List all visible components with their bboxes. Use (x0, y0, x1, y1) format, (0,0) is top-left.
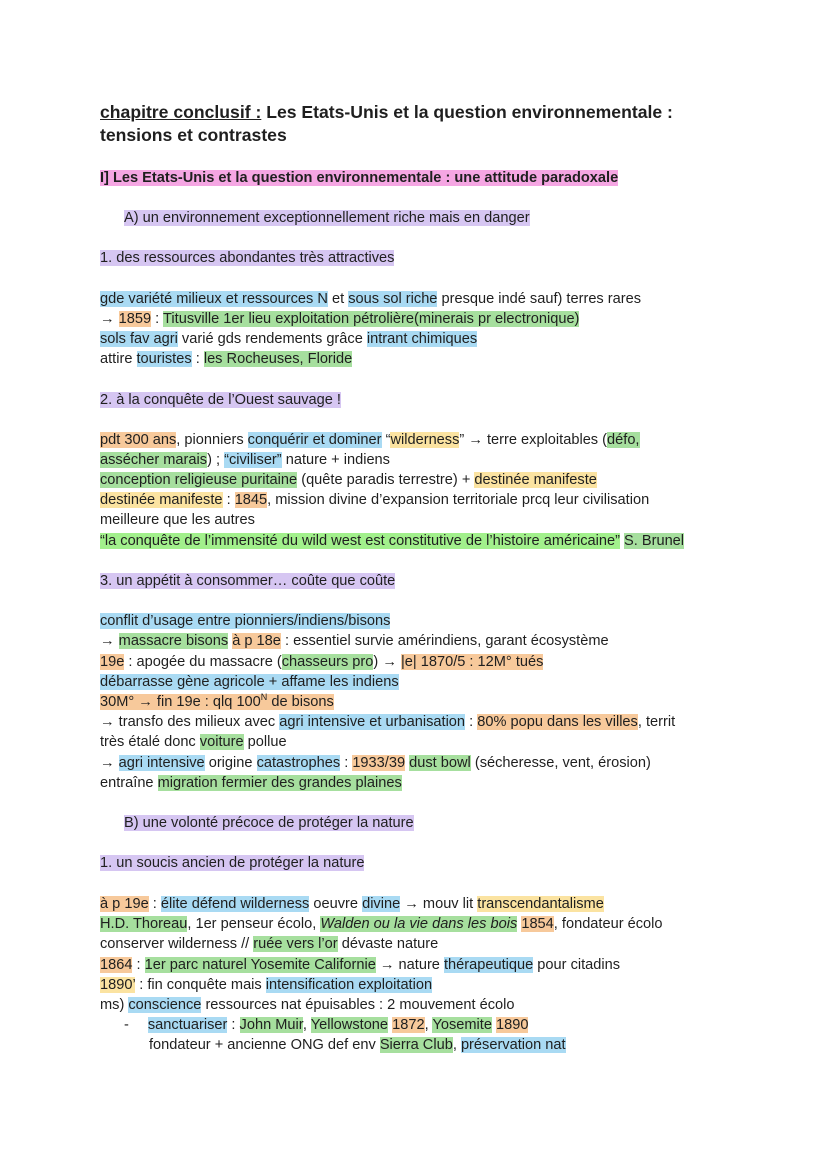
bullet-continuation: fondateur + ancienne ONG def env Sierra Club, préservation nat (149, 1037, 566, 1053)
text-line: entraîne migration fermier des grandes plaines (100, 775, 402, 791)
text-line: 1864 : 1er parc naturel Yosemite Californie → nature thérapeutique pour citadins (100, 957, 621, 973)
text-line: très étalé donc voiture pollue (100, 734, 287, 750)
section-heading-b: B) une volonté précoce de protéger la nature (124, 815, 414, 831)
text-line: 1890’ : fin conquête mais intensification exploitation (100, 977, 433, 993)
part-heading: I] Les Etats-Unis et la question environnementale : une attitude paradoxale (100, 170, 619, 186)
subsection-heading-4: 1. un soucis ancien de protéger la nature (100, 855, 365, 871)
text-line: ms) conscience ressources nat épuisables : 2 mouvement écolo (100, 997, 515, 1013)
text-line: gde variété milieux et ressources N et sous sol riche presque indé sauf) terres rares (100, 291, 642, 307)
quote-line: “la conquête de l’immensité du wild west est constitutive de l’histoire américaine” S. Brunel (100, 533, 685, 549)
text-line: conflit d’usage entre pionniers/indiens/bisons (100, 613, 391, 629)
text-line: → transfo des milieux avec agri intensive et urbanisation : 80% popu dans les villes, territ (100, 714, 676, 730)
text-line: débarrasse gène agricole + affame les indiens (100, 674, 399, 690)
text-line: 19e : apogée du massacre (chasseurs pro) → |e| 1870/5 : 12M° tués (100, 654, 544, 670)
text-line: à p 19e : élite défend wilderness oeuvre divine → mouv lit transcendantalisme (100, 896, 604, 912)
text-line: → massacre bisons à p 18e : essentiel survie amérindiens, garant écosystème (100, 633, 609, 649)
bullet-line: - sanctuariser : John Muir, Yellowstone 1872, Yosemite 1890 (124, 1017, 529, 1033)
subsection-heading-2: 2. à la conquête de l’Ouest sauvage ! (100, 392, 341, 408)
chapter-title-line-2: tensions et contrastes (100, 125, 287, 145)
text-line: conception religieuse puritaine (quête paradis terrestre) + destinée manifeste (100, 472, 597, 488)
bullet-dash: - (124, 1017, 129, 1033)
chapter-title-line-1: chapitre conclusif : Les Etats-Unis et la question environnementale : (100, 102, 673, 122)
text-line: destinée manifeste : 1845, mission divine d’expansion territoriale prcq leur civilisation (100, 492, 650, 508)
subsection-heading-3: 3. un appétit à consommer… coûte que coûte (100, 573, 396, 589)
text-line: conserver wilderness // ruée vers l’or dévaste nature (100, 936, 439, 952)
chapter-prefix: chapitre conclusif : (100, 102, 262, 122)
text-line: 30M° → fin 19e : qlq $100^N$ de bisons (100, 692, 334, 710)
subsection-heading-1: 1. des ressources abondantes très attractives (100, 250, 395, 266)
text-line: attire touristes : les Rocheuses, Floride (100, 351, 353, 367)
text-line: assécher marais) ; “civiliser” nature + indiens (100, 452, 390, 468)
text-line: sols fav agri varié gds rendements grâce intrant chimiques (100, 331, 478, 347)
section-heading-a: A) un environnement exceptionnellement riche mais en danger (124, 210, 530, 226)
text-line: → 1859 : Titusville 1er lieu exploitation pétrolière(minerais pr electronique) (100, 311, 580, 327)
text-line: H.D. Thoreau, 1er penseur écolo, Walden ou la vie dans les bois 1854, fondateur écolo (100, 916, 663, 932)
text-line: → agri intensive origine catastrophes : 1933/39 dust bowl (sécheresse, vent, érosion) (100, 755, 651, 771)
text-line: pdt 300 ans, pionniers conquérir et dominer “wilderness” → terre exploitables (défo, (100, 432, 640, 448)
text-line: meilleure que les autres (100, 512, 255, 528)
